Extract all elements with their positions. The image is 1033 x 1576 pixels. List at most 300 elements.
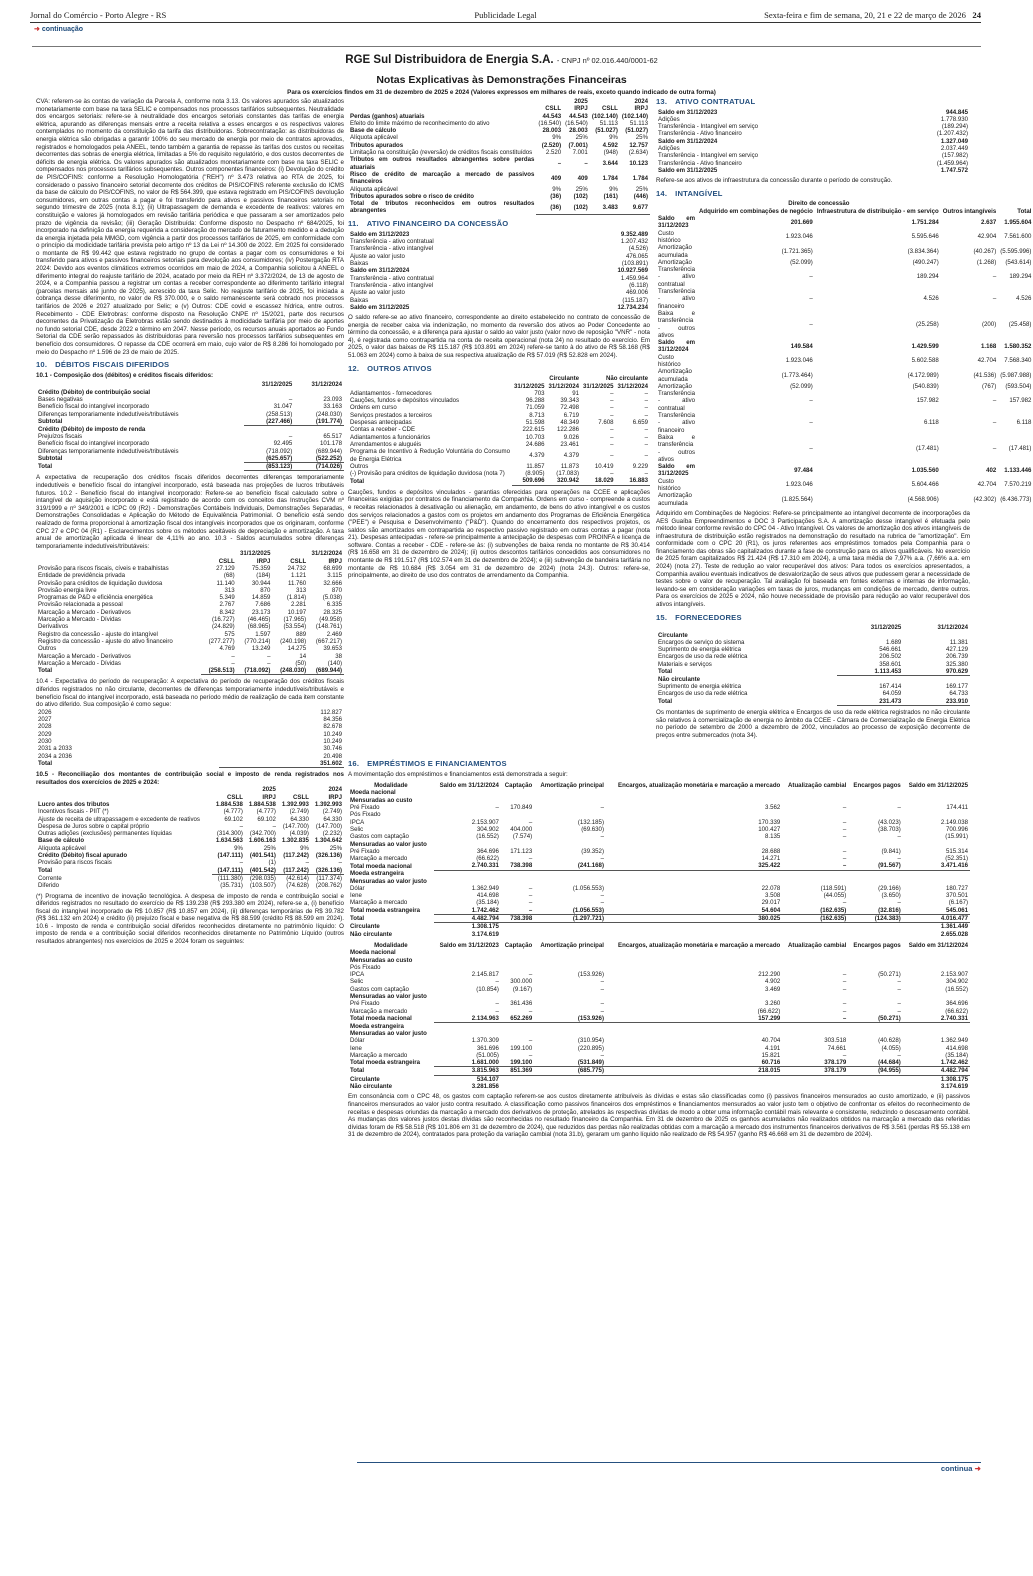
- table-row: [348, 1075, 970, 1083]
- cell-value: (248.030): [315, 410, 342, 418]
- cell-value: [501, 1083, 534, 1090]
- cell-value: (38.703): [878, 825, 901, 833]
- cell-value: [782, 811, 848, 818]
- cell-value: 13.249: [251, 645, 271, 653]
- table-row: [348, 253, 650, 260]
- cell-value: 1.362.949: [471, 884, 499, 892]
- column-header: Amortização principal: [540, 782, 604, 790]
- cell-value: 39.343: [560, 397, 579, 405]
- cell-value: 7.001: [572, 149, 588, 157]
- section-11-heading: 11. ATIVO FINANCEIRO DA CONCESSÃO: [348, 219, 509, 229]
- cell-value: [534, 957, 606, 964]
- table-row: [656, 160, 970, 167]
- cell-value: 69.102: [224, 815, 243, 823]
- cell-value: (102.140): [591, 112, 618, 120]
- cell-value: [534, 931, 606, 938]
- column-3: [656, 97, 1032, 758]
- cell-value: [606, 789, 782, 796]
- cell-value: [903, 797, 970, 804]
- cell-value: (51.027): [595, 127, 618, 135]
- cell-value: [606, 1023, 782, 1030]
- row-label: Ajuste de receita de ultrapassagem e excedente de reativos: [38, 815, 200, 823]
- cell-value: (1): [268, 859, 276, 867]
- table-row: [348, 789, 970, 796]
- cell-value: 157.299: [606, 1015, 782, 1023]
- cell-value: (103.891): [621, 260, 648, 268]
- section-12-heading: 12. OUTROS ATIVOS: [348, 363, 432, 373]
- cell-value: 351.602: [219, 760, 344, 768]
- row-label: Efeito do limite máximo de reconhecimento do ativo: [350, 119, 490, 127]
- column-header: Encargos pagos: [853, 941, 901, 949]
- table-row: [348, 477, 650, 485]
- cell-value: [606, 878, 782, 885]
- cell-value: (714.026): [294, 463, 344, 471]
- table-row: [36, 455, 344, 463]
- row-label: Marcação a Mercado - Dívidas: [38, 659, 121, 667]
- deferred-tax-table: 31/12/2025 31/12/2024 Crédito (Débito) de contribuição social Bases negativas – 23.093 Benefício fiscal do intangível incorporado 31.047 33.163 Diferenças temporariamente indedutíveis/tributáveis (258.513) (248.030) Subtotal (227.466) (191.774) Crédito (Débito) de imposto de renda Prejuízos fiscais – 65.517 Benefício fiscal do intangível incorporado 92.495 101.178 Diferenças temporariamente indedutíveis/tributáveis (718.092) (689.944) Subtotal (625.657) (522.252) Total (853.123) (714.026): [38, 381, 342, 471]
- text-10-6: (*) Programa de incentivo de inovação tecnológica. A despesa de imposto de renda e contribuição social e diferidos registrados no resultado do exercício de R$ 139.238 (R$ 293.380 em 2024), refere-se a, (i) benefício fiscal do intangível incorporado de R$ 10.857 (R$ 10.857 em 2024), (ii) diferenças temporárias de R$ 39.782 (R$ 361.132 em 2024) e crédito (ii) prejuízo fiscal e base negativa de R$ 88.599 (crédito R$ 88.599 em 2024). 10.6 - Imposto de renda e contribuição social diferidos reconhecidos diretamente no patrimônio líquido: O imposto de renda e a contribuição social diferidos reconhecidos diretamente no Patrimônio Líquido (outros resultados abrangentes) nos exercícios de 2025 e 2024 foram os seguintes:: [36, 892, 344, 946]
- row-label: Total: [350, 477, 365, 485]
- cell-value: 1.327.049: [940, 137, 968, 145]
- cell-value: –: [842, 847, 847, 855]
- cell-value: 212.290: [758, 971, 781, 979]
- table-row: [656, 354, 1033, 369]
- table-row: [348, 127, 650, 134]
- row-label: Provisão relacionada a pessoal: [38, 601, 123, 609]
- row-label: 2034 a 2036: [38, 752, 72, 760]
- cell-value: 10.703: [525, 433, 545, 441]
- cell-value: (52.099): [790, 382, 813, 390]
- table-row: [348, 1030, 970, 1037]
- cell-value: (1.056.553): [572, 884, 604, 892]
- cell-value: 97.484: [794, 466, 813, 474]
- cell-value: 180.727: [945, 884, 968, 892]
- cell-value: [848, 789, 903, 796]
- table-row: [36, 411, 344, 418]
- cell-value: [534, 949, 606, 956]
- cell-value: 1.597: [255, 630, 271, 638]
- cell-value: 3.260: [765, 1000, 781, 1008]
- cell-value: –: [842, 1051, 847, 1059]
- table-row: [36, 874, 344, 882]
- row-label: Moeda estrangeira: [350, 1022, 404, 1030]
- table-row: [348, 885, 970, 892]
- cell-value: [501, 878, 534, 885]
- cell-value: 31.047: [273, 403, 293, 411]
- cell-value: 1.778.930: [940, 115, 968, 123]
- cell-value: –: [231, 652, 235, 660]
- cell-value: –: [842, 818, 847, 826]
- cell-value: [606, 1083, 782, 1090]
- row-label: Suprimento de energia elétrica: [658, 683, 741, 691]
- cell-value: (42.302): [973, 495, 997, 503]
- cell-value: (40.267): [973, 247, 997, 255]
- row-label: Tributos apurados sobre o risco de crédito: [350, 192, 474, 200]
- cell-value: 44.543: [542, 112, 562, 120]
- cell-value: (3.650): [881, 892, 901, 900]
- table-row: [36, 396, 344, 403]
- row-label: 2026: [38, 708, 52, 716]
- cell-value: [501, 811, 534, 818]
- cell-value: 1.459.964: [620, 274, 648, 282]
- cell-value: [606, 949, 782, 956]
- table-row: [36, 389, 344, 396]
- row-label: Moeda nacional: [350, 949, 396, 957]
- row-label: Não circulante: [350, 930, 392, 938]
- cell-value: 1.634.563: [215, 837, 243, 845]
- row-label: Entidade de previdência privada: [38, 572, 126, 580]
- cell-value: 199.100: [501, 1059, 534, 1067]
- cell-value: 4.526: [1016, 295, 1032, 303]
- row-label: Selic: [350, 825, 364, 833]
- cell-value: [903, 878, 970, 885]
- cell-value: –: [610, 451, 614, 459]
- table-row: [656, 130, 970, 137]
- cell-value: [501, 993, 534, 1000]
- cell-value: 1.133.446: [1004, 466, 1032, 474]
- row-label: Circulante: [350, 923, 380, 931]
- row-label: Diferenças temporariamente indedutíveis/tributáveis: [38, 447, 179, 455]
- cell-value: 534.107: [476, 1075, 499, 1083]
- cell-value: (39.352): [581, 847, 604, 855]
- cell-value: (667.217): [315, 637, 342, 645]
- cell-value: 11.381: [949, 638, 968, 646]
- row-label: Mensuradas ao valor justo: [350, 877, 427, 885]
- table-row: [348, 113, 650, 120]
- cell-value: 409: [577, 174, 588, 182]
- column-header: Saldo em 31/12/2023: [439, 941, 499, 949]
- table-row: [656, 646, 970, 653]
- table-row: [36, 426, 344, 433]
- cell-value: 361.696: [476, 1044, 499, 1052]
- cell-value: 3.471.416: [903, 862, 970, 870]
- cell-value: 1.742.462: [903, 1059, 970, 1067]
- cell-value: 9%: [234, 844, 243, 852]
- cell-value: 38: [335, 652, 342, 660]
- cell-value: 2.740.331: [903, 1015, 970, 1023]
- row-label: Crédito (Débito) fiscal apurado: [38, 852, 128, 860]
- table-row: [36, 830, 344, 837]
- cell-value: –: [809, 320, 813, 328]
- table-row: [348, 448, 650, 463]
- cell-value: (161): [603, 192, 618, 200]
- table-row: [348, 120, 650, 127]
- table-row: [36, 565, 344, 572]
- cell-value: –: [495, 1007, 499, 1015]
- cell-value: (9.841): [881, 847, 901, 855]
- table-row: [656, 244, 1033, 259]
- cell-value: (147.700): [282, 822, 309, 830]
- cell-value: 170.339: [758, 818, 781, 826]
- cell-value: [606, 964, 782, 971]
- table-row: [348, 245, 650, 252]
- cell-value: [434, 1023, 501, 1030]
- cell-value: –: [992, 444, 997, 452]
- row-label: Total: [658, 668, 673, 676]
- cell-value: 1.168: [980, 342, 997, 350]
- row-label: Transferência - Ativo financeiro: [658, 130, 742, 138]
- column-header: Saldo em 31/12/2024: [908, 941, 968, 949]
- cell-value: (326.136): [315, 852, 342, 860]
- cell-value: 9.229: [632, 462, 648, 470]
- cell-value: [534, 797, 606, 804]
- row-label: Circulante: [350, 1075, 380, 1083]
- table-row: [656, 478, 1033, 493]
- cell-value: 1.429.599: [911, 342, 939, 350]
- cell-value: 122.286: [556, 426, 579, 434]
- cell-value: (718.092): [237, 667, 273, 675]
- cell-value: 6.118: [923, 419, 939, 427]
- table-row: [656, 383, 1033, 390]
- cell-value: (540.839): [912, 382, 939, 390]
- cell-value: (147.111): [217, 852, 243, 860]
- row-label: Adições: [658, 115, 680, 123]
- cell-value: –: [610, 440, 614, 448]
- cell-value: (50.271): [878, 971, 901, 979]
- cell-value: 6.719: [563, 411, 579, 419]
- row-label: Adiantamentos - fornecedores: [350, 389, 432, 397]
- table-row: [36, 587, 344, 594]
- table-row: [36, 738, 344, 745]
- cell-value: 7.608: [598, 419, 614, 427]
- cell-value: –: [644, 397, 648, 405]
- row-label: Subtotal: [38, 455, 63, 463]
- cell-value: 1.606.163: [248, 837, 276, 845]
- cell-value: 206.502: [879, 653, 902, 661]
- cell-value: [534, 789, 606, 796]
- table-row: [348, 848, 970, 855]
- table-row: [36, 433, 344, 440]
- text-13: Refere-se aos ativos de infraestrutura da concessão durante o período de construção.: [656, 177, 893, 185]
- cell-value: –: [501, 907, 534, 915]
- cell-value: –: [782, 1015, 848, 1023]
- cell-value: 23.093: [323, 395, 342, 403]
- cell-value: (593.504): [1005, 382, 1032, 390]
- row-label: Mensuradas ao valor justo: [350, 1029, 427, 1037]
- row-label: Registro da concessão - ajuste do intangível: [38, 630, 158, 638]
- cell-value: (16.552): [945, 985, 968, 993]
- cell-value: (153.926): [577, 971, 604, 979]
- cell-value: (44.055): [823, 892, 847, 900]
- cell-value: –: [528, 884, 533, 892]
- cell-value: –: [600, 892, 604, 900]
- cell-value: [534, 923, 606, 931]
- row-label: Baixa e transferência - outros ativos: [658, 309, 696, 339]
- cell-value: –: [231, 659, 235, 667]
- cell-value: 71.059: [525, 404, 545, 412]
- text-10-5: 10.5 - Reconciliação dos montantes de contribuição social e imposto de renda registrados nos resultados dos exercícios de 2025 e 2024:: [36, 771, 344, 786]
- cell-value: 82.678: [323, 723, 342, 731]
- row-label: Baixas: [350, 260, 369, 268]
- cell-value: (3.834.364): [907, 247, 939, 255]
- row-label: Gastos com captação: [350, 833, 409, 841]
- cell-value: 101.178: [319, 440, 342, 448]
- text-15: Os montantes de suprimento de energia elétrica e Encargos de uso da rede elétrica registrados no não circulante são relativos à comercialização de energia no âmbito da CCEE - Câmara de Comercialização de Energia Elétrica no período de setembro de 2000 a dezembro de 2002, vinculados ao processo de exposição decorrente de preços entre submercados (nota 34).: [656, 709, 970, 739]
- cell-value: 1.308.175: [471, 923, 499, 931]
- intangible-table: Direito de concessão Adquirido em combinações de negócio Infraestrutura de distribuição - em serviço Outros intangíveis Total Saldo em 31/12/2023 201.669 1.751.284 2.637 1.955.604 Custo histórico 1.923.046 5.595.646 42.904 7.561.600 Amortização acumulada (1.721.365) (3.834.364) (40.267) (5.595.996) Amortização (52.099) (490.247) (1.268) (543.614) Transferência - ativo contratual – 189.294 – 189.294 Transferência - ativo financeiro – 4.526 – 4.526 Baixa e transferência - outros ativos – (25.258) (200) (25.458) Saldo em 31/12/2024 149.584 1.429.599 1.168 1.580.352 Custo histórico 1.923.046 5.602.588 42.704 7.568.340 Amortização acumulada (1.773.464) (4.172.989) (41.536) (5.987.988) Amortização (52.099) (540.839) (767) (593.504) Transferência - ativo contratual – 157.982 – 157.982 Transferência - ativo financeiro – 6.118 – 6.118 Baixa e transferência - outros ativos – (17.481) – (17.481) Saldo em 31/12/2025 97.484 1.035.560 402 1.133.446 Custo histórico 1.923.046 5.604.466 42.704 7.570.219 Amortização acumulada (1.825.564) (4.568.906) (42.302) (6.436.773): [658, 200, 1032, 507]
- cell-value: [294, 389, 344, 396]
- cell-value: 24.686: [525, 440, 545, 448]
- row-label: Gastos com captação: [350, 985, 409, 993]
- cell-value: 3.508: [765, 892, 781, 900]
- newspaper-name: Jornal do Comércio - Porto Alegre - RS: [30, 10, 167, 20]
- cell-value: 30.944: [251, 579, 271, 587]
- column-header: Encargos pagos: [853, 782, 901, 790]
- cell-value: 402: [986, 466, 997, 474]
- cell-value: –: [897, 833, 901, 841]
- cell-value: [782, 993, 848, 1000]
- cell-value: (184): [256, 572, 271, 580]
- cell-value: 1.304.642: [314, 837, 342, 845]
- row-label: Base de cálculo: [38, 837, 85, 845]
- company-title: RGE Sul Distribuidora de Energia S.A. - CNPJ nº 02.016.440/0001-62: [345, 54, 658, 66]
- cell-value: [534, 1083, 606, 1090]
- table-row: [656, 683, 970, 690]
- cell-value: [534, 870, 606, 877]
- cell-value: 157.982: [916, 397, 939, 405]
- cell-value: (310.954): [577, 1037, 604, 1045]
- cell-value: (258.513): [266, 410, 293, 418]
- row-label: Transferência - Ativo financeiro: [658, 159, 742, 167]
- table-row: [656, 145, 970, 152]
- cell-value: [501, 957, 534, 964]
- cell-value: –: [528, 818, 533, 826]
- cell-value: [501, 1023, 534, 1030]
- cell-value: 3.562: [765, 804, 781, 812]
- cell-value: 1.392.993: [314, 800, 342, 808]
- row-label: Amortização: [658, 382, 692, 390]
- row-label: Incentivos fiscais - PIIT (*): [38, 808, 109, 816]
- cell-value: –: [842, 804, 847, 812]
- cell-value: –: [600, 1007, 604, 1015]
- cell-value: [501, 870, 534, 877]
- cell-value: [903, 993, 970, 1000]
- table-row: [348, 957, 970, 964]
- table-row: [348, 907, 970, 915]
- cell-value: (227.466): [244, 418, 294, 426]
- table-row: [656, 632, 970, 639]
- cell-value: [903, 789, 970, 796]
- cell-value: [848, 957, 903, 964]
- cell-value: [534, 1023, 606, 1030]
- cell-value: 313: [224, 586, 235, 594]
- cell-value: (36): [536, 200, 563, 215]
- cell-value: (46.465): [247, 616, 271, 624]
- row-label: Total: [38, 667, 53, 675]
- row-label: Total de tributos reconhecidos em outros resultados abrangentes: [350, 200, 535, 215]
- cell-value: 1.362.949: [940, 1037, 968, 1045]
- cell-value: (66.622): [476, 855, 499, 863]
- cell-value: 652.269: [501, 1015, 534, 1023]
- cell-value: –: [842, 899, 847, 907]
- column-header: Saldo em 31/12/2025: [908, 782, 968, 790]
- cell-value: 14.859: [251, 594, 271, 602]
- cell-value: [848, 870, 903, 877]
- column-header: Captação: [504, 941, 533, 949]
- table-row: [348, 404, 650, 411]
- cell-value: –: [644, 451, 648, 459]
- cell-value: (1.056.553): [534, 907, 606, 915]
- cell-value: –: [644, 433, 648, 441]
- cell-value: 8.342: [219, 608, 235, 616]
- cell-value: 427.129: [945, 646, 968, 654]
- cell-value: –: [897, 1000, 901, 1008]
- cell-value: –: [842, 855, 847, 863]
- table-row: [348, 841, 970, 848]
- table-row: [36, 837, 344, 844]
- row-label: Marcação a Mercado - Derivativos: [38, 652, 131, 660]
- row-label: Amortização: [658, 258, 692, 266]
- table-row: [656, 109, 970, 116]
- cell-value: [501, 841, 534, 848]
- table-row: [348, 931, 970, 938]
- cell-value: 575: [224, 630, 235, 638]
- cell-value: 944.845: [945, 108, 968, 116]
- row-label: Saldo em 31/12/2023: [658, 108, 718, 116]
- row-label: Saldo em 31/12/2025: [350, 303, 410, 311]
- cell-value: [782, 841, 848, 848]
- cell-value: 14.271: [761, 855, 781, 863]
- row-label: Provisão para riscos fiscais, cíveis e trabalhistas: [38, 564, 169, 572]
- tax-reconciliation-table: 2025 2024 CSLL IRPJ CSLL IRPJ Lucro antes dos tributos 1.884.538 1.884.538 1.392.993 1.392.993 Incentivos fiscais - PIIT (*) (4.777) (4.777) (2.749) (2.749) Ajuste de receita de ultrapassagem e excedente de reativos 69.102 69.102 64.330 64.330 Despesa de Juros sobre o capital próprio – – (147.700) (147.700) Outras adições (exclusões) permanentes líquidas (314.300) (342.700) (4.039) (2.232) Base de cálculo 1.634.563 1.606.163 1.302.835 1.304.642 Alíquota aplicável 9% 25% 9% 25% Crédito (Débito) fiscal apurado (147.111) (401.541) (117.242) (326.136) Provisão para riscos fiscais – (1) – – Total (147.111) (401.542) (117.242) (326.136) Corrente (111.380) (298.035) (42.614) (117.374) Diferido (35.731) (103.507) (74.628) (208.762): [38, 786, 342, 890]
- cell-value: (490.247): [912, 258, 939, 266]
- table-row: [656, 230, 1033, 245]
- table-row: [36, 609, 344, 616]
- cell-value: (10.854): [476, 985, 499, 993]
- table-row: [36, 418, 344, 426]
- cell-value: 2.520: [545, 149, 562, 157]
- cell-value: [903, 964, 970, 971]
- table-row: [36, 753, 344, 760]
- cell-value: 23.461: [560, 440, 579, 448]
- cell-value: (17.481): [1008, 444, 1032, 452]
- row-label: Encargos de uso da rede elétrica: [658, 653, 748, 661]
- cell-value: –: [992, 273, 997, 281]
- cell-value: –: [897, 985, 901, 993]
- cell-value: 167.414: [879, 683, 902, 691]
- cell-value: [606, 1030, 782, 1037]
- cell-value: (685.775): [534, 1067, 606, 1075]
- table-row: [348, 149, 650, 156]
- table-row: [348, 397, 650, 404]
- cell-value: 7.686: [255, 601, 271, 609]
- section-name: Publicidade Legal: [474, 10, 537, 20]
- row-label: Pré Fixado: [350, 804, 380, 812]
- cell-value: –: [610, 397, 614, 405]
- cell-value: (4.172.989): [907, 371, 939, 379]
- cell-value: 25%: [635, 185, 648, 193]
- page-header: [30, 8, 981, 23]
- cell-value: [782, 957, 848, 964]
- cell-value: [848, 811, 903, 818]
- table-row: [656, 368, 1033, 383]
- cell-value: (8.905): [525, 470, 545, 478]
- cell-value: 1.884.538: [248, 800, 276, 808]
- cell-value: (153.926): [534, 1015, 606, 1023]
- cell-value: (314.300): [216, 830, 243, 838]
- row-label: Provisão para riscos fiscais: [38, 859, 112, 867]
- cell-value: (1.207.432): [936, 130, 968, 138]
- cell-value: –: [338, 859, 342, 867]
- table-row: [656, 434, 1033, 463]
- row-label: Baixa e transferência - outros ativos: [658, 433, 696, 463]
- row-label: Crédito (Débito) de contribuição social: [38, 388, 151, 396]
- cell-value: 2.149.038: [940, 818, 968, 826]
- cell-value: [534, 811, 606, 818]
- cell-value: (531.849): [534, 1059, 606, 1067]
- cell-value: 233.910: [903, 698, 970, 706]
- cell-value: (446): [633, 192, 648, 200]
